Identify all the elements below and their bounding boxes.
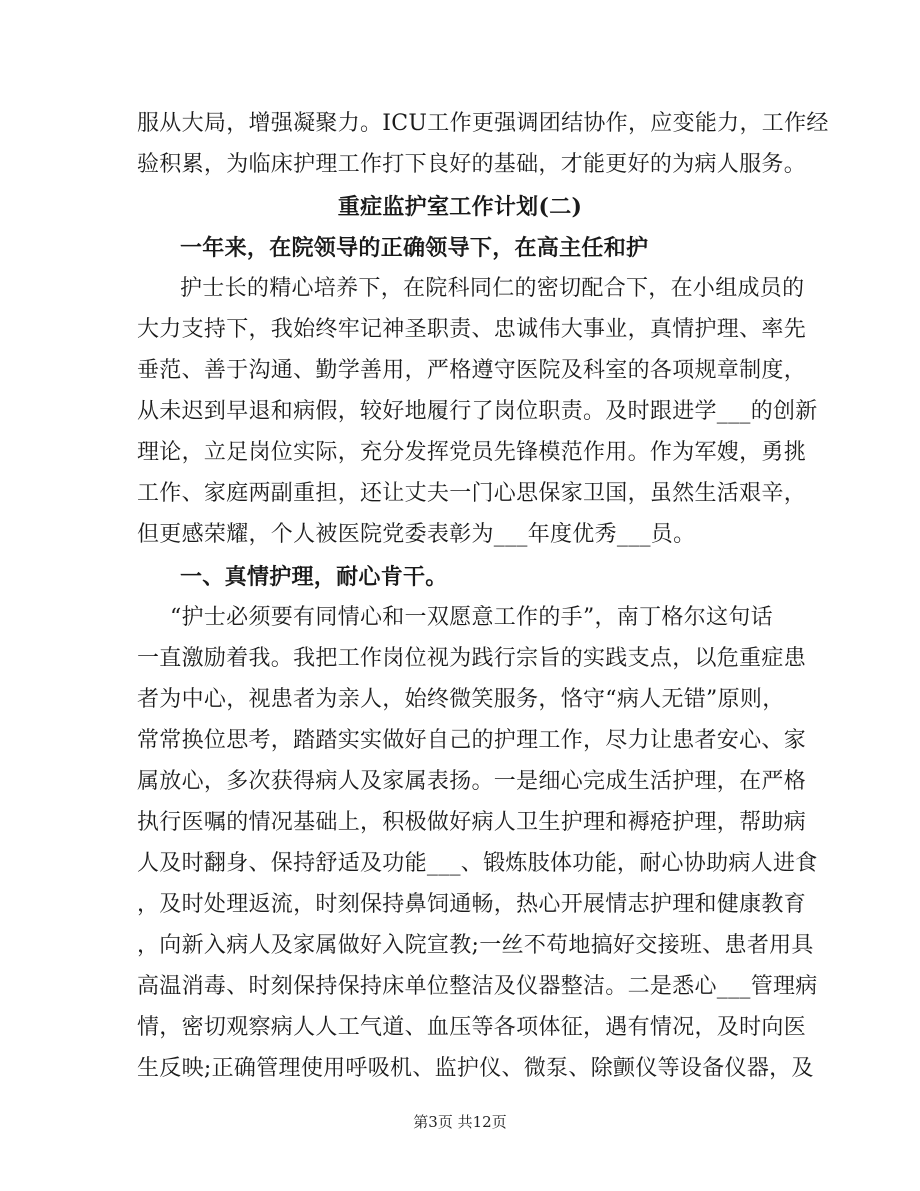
paragraph-line: 理论，立足岗位实际，充分发挥党员先锋模范作用。作为军嫂，勇挑	[137, 440, 807, 465]
paragraph-line: 者为中心，视患者为亲人，始终微笑服务，恪守“病人无错”原则，	[137, 687, 785, 712]
paragraph-line: 人及时翻身、保持舒适及功能___、锻炼肢体功能，耐心协助病人进食	[137, 851, 818, 876]
paragraph-line: 服从大局，增强凝聚力。ICU工作更强调团结协作，应变能力，工作经	[137, 111, 829, 136]
paragraph-line: 大力支持下，我始终牢记神圣职责、忠诚伟大事业，真情护理、率先	[137, 317, 807, 342]
subsection-heading: 一、真情护理，耐心肯干。	[180, 564, 448, 590]
paragraph-line: 常常换位思考，踏踏实实做好自己的护理工作，尽力让患者安心、家	[137, 728, 807, 753]
paragraph-line: 垂范、善于沟通、勤学善用，严格遵守医院及科室的各项规章制度，	[137, 358, 807, 383]
paragraph-line: 执行医嘱的情况基础上，积极做好病人卫生护理和褥疮护理，帮助病	[137, 810, 807, 835]
paragraph-line: ，向新入病人及家属做好入院宣教;一丝不苟地搞好交接班、患者用具	[137, 933, 814, 958]
paragraph-line: 工作、家庭两副重担，还让丈夫一门心思保家卫国，虽然生活艰辛，	[137, 481, 807, 506]
lead-sentence: 一年来，在院领导的正确领导下，在高主任和护	[180, 235, 649, 261]
paragraph-line: 护士长的精心培养下，在院科同仁的密切配合下，在小组成员的	[180, 276, 805, 301]
paragraph-line: 但更感荣耀，个人被医院党委表彰为___年度优秀___员。	[137, 522, 696, 547]
paragraph-line: “护士必须要有同情心和一双愿意工作的手”，南丁格尔这句话	[170, 605, 773, 630]
paragraph-line: 高温消毒、时刻保持保持床单位整洁及仪器整洁。二是悉心___管理病	[137, 974, 818, 999]
paragraph-line: 属放心，多次获得病人及家属表扬。一是细心完成生活护理，在严格	[137, 769, 807, 794]
paragraph-line: 生反映;正确管理使用呼吸机、监护仪、微泵、除颤仪等设备仪器，及	[137, 1056, 814, 1081]
paragraph-line: ，及时处理返流，时刻保持鼻饲通畅，热心开展情志护理和健康教育	[137, 892, 807, 917]
paragraph-line: 从未迟到早退和病假，较好地履行了岗位职责。及时跟进学___的创新	[137, 399, 818, 424]
page-number: 第3页 共12页	[413, 1113, 507, 1131]
paragraph-line: 情，密切观察病人人工气道、血压等各项体征，遇有情况，及时向医	[137, 1015, 807, 1040]
section-heading: 重症监护室工作计划(二)	[337, 194, 583, 220]
paragraph-line: 验积累，为临床护理工作打下良好的基础，才能更好的为病人服务。	[137, 152, 807, 177]
paragraph-line: 一直激励着我。我把工作岗位视为践行宗旨的实践支点，以危重症患	[137, 646, 807, 671]
